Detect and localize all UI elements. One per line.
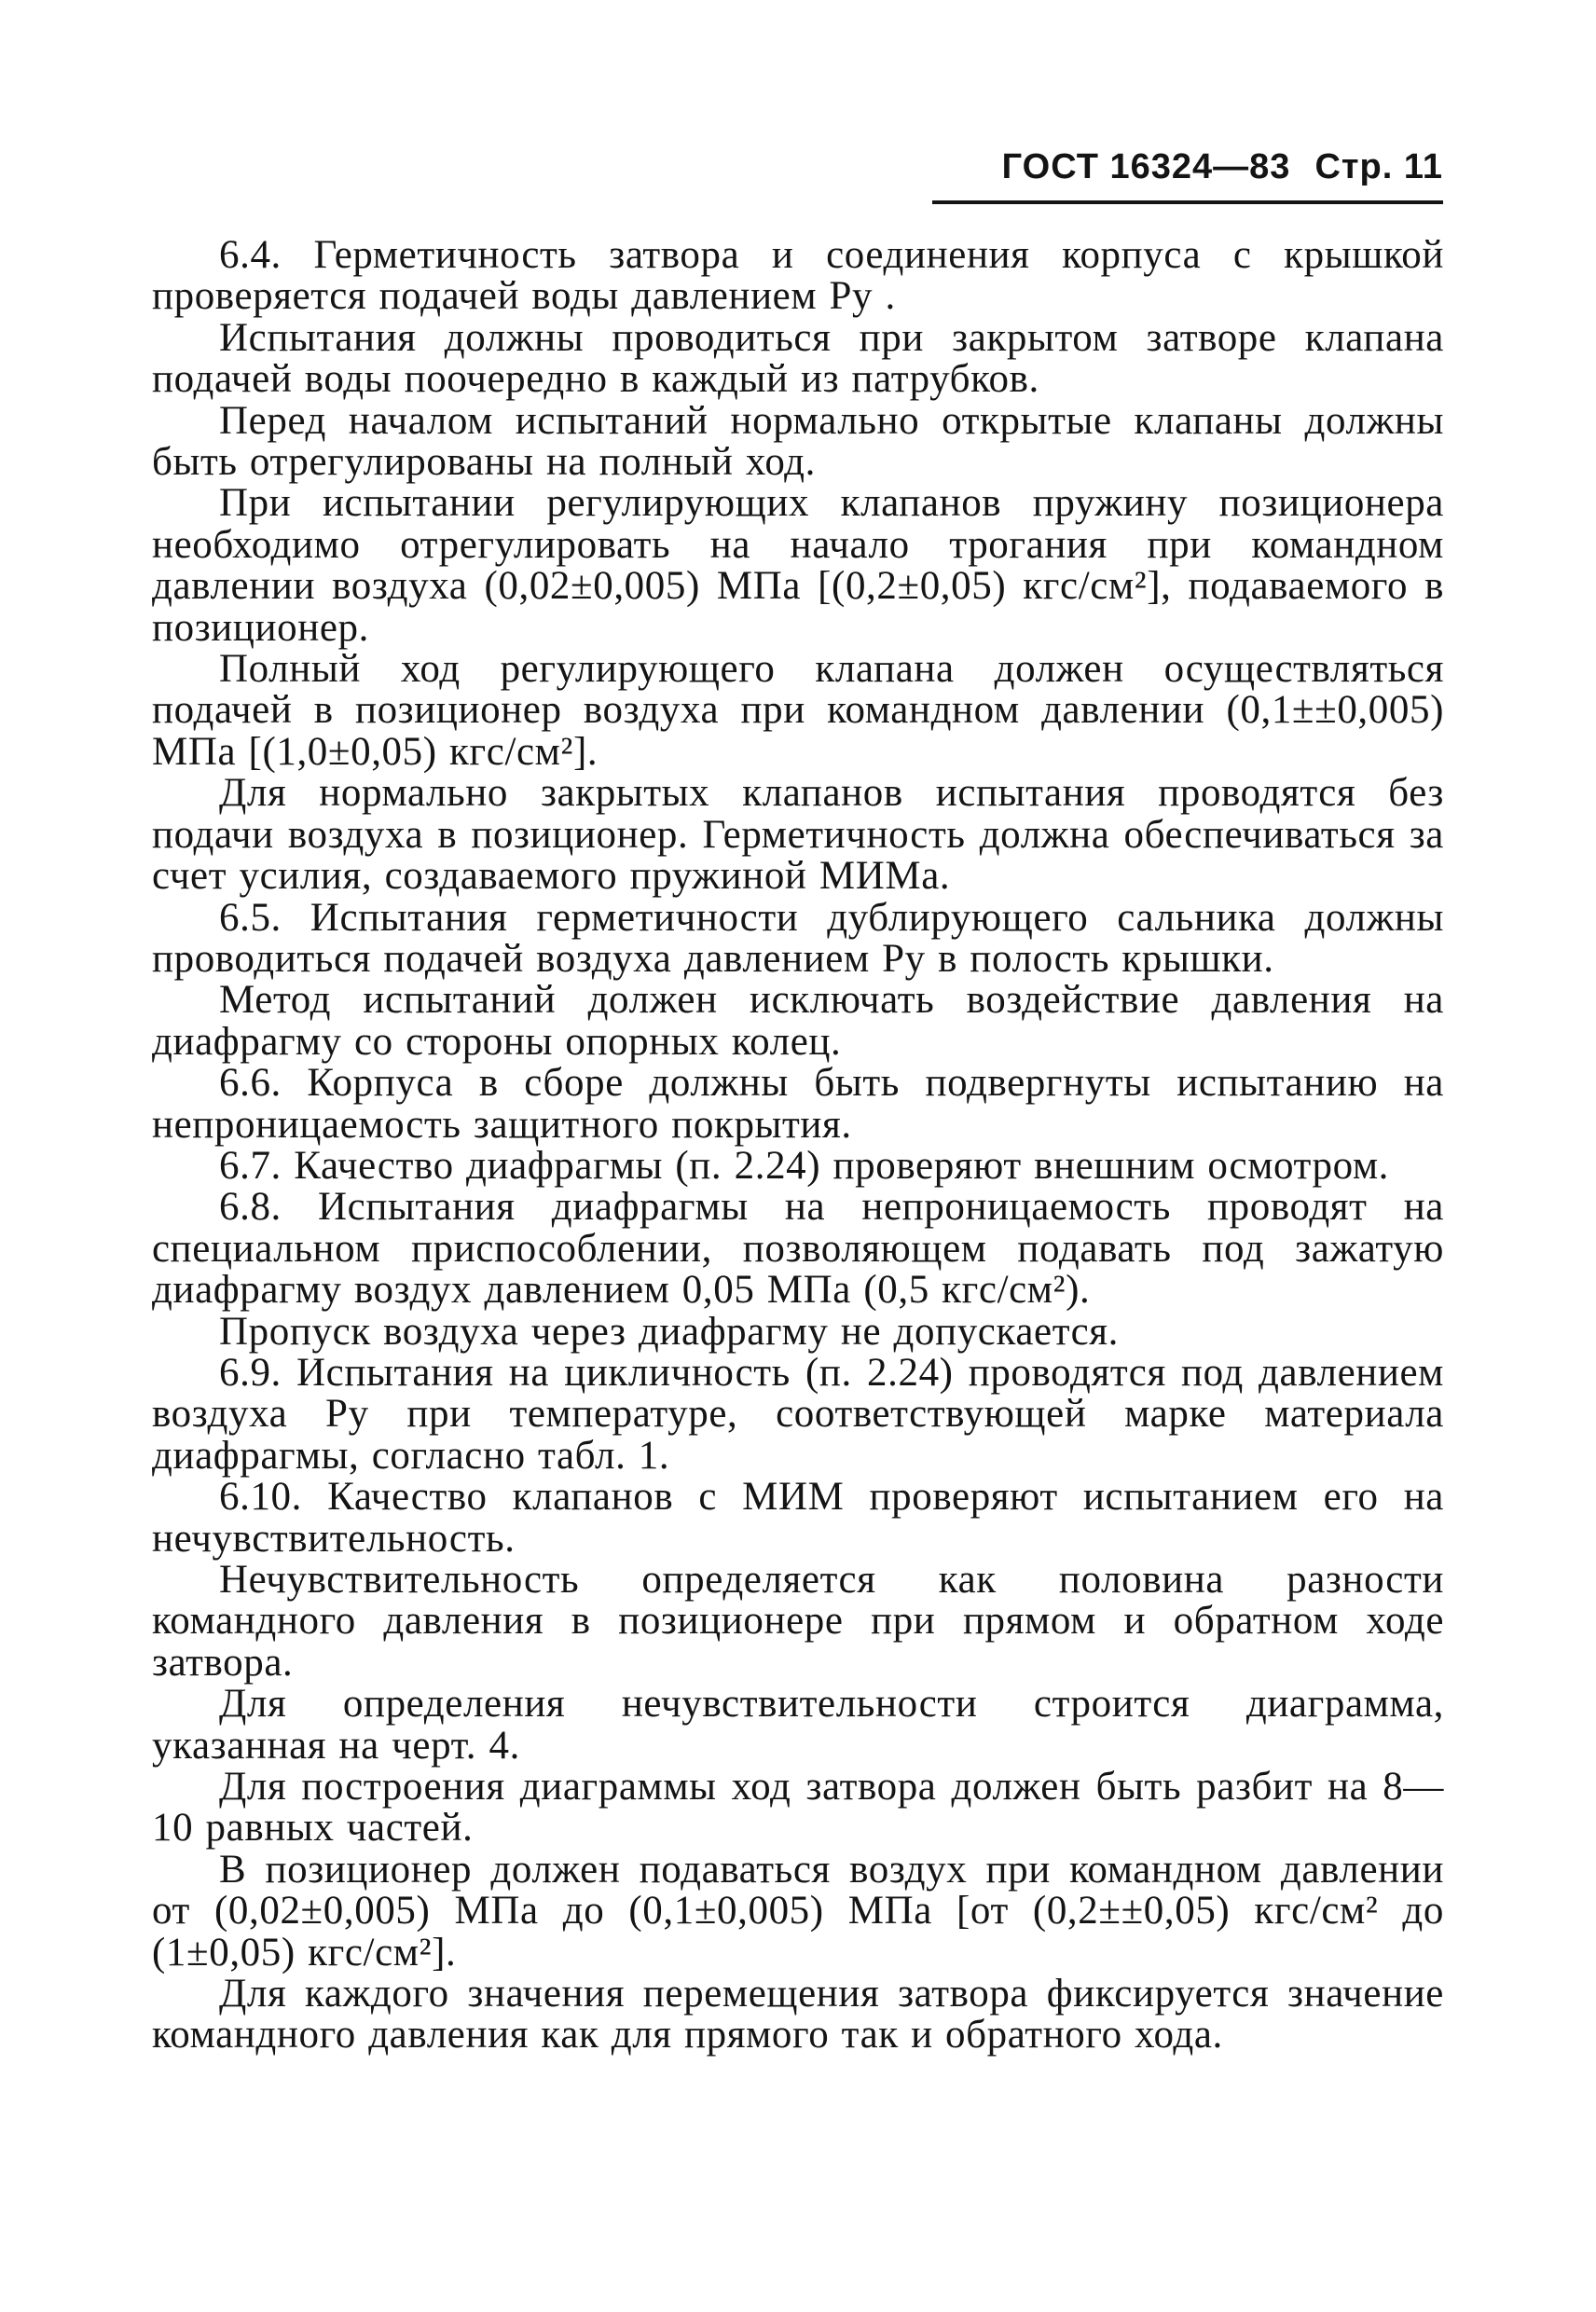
paragraph: 6.5. Испытания герметичности дублирующего сальника должны проводиться подачей воздуха давлением Pу в полость крышки.	[152, 895, 1444, 981]
page-number: Стр. 11	[1314, 147, 1443, 186]
paragraph: Для нормально закрытых клапанов испытания проводятся без подачи воздуха в позиционер. Герметичность должна обеспечиваться за счет усилия, создаваемого пружиной МИМа.	[152, 771, 1444, 899]
paragraph: Для построения диаграммы ход затвора должен быть разбит на 8—10 равных частей.	[152, 1765, 1444, 1851]
paragraph: Испытания должны проводиться при закрытом затворе клапана подачей воды поочередно в каждый из патрубков.	[152, 315, 1444, 402]
paragraph: 6.8. Испытания диафрагмы на непроницаемость проводят на специальном приспособлении, позволяющем подавать под зажатую диафрагму воздух давлением 0,05 МПа (0,5 кгс/см²).	[152, 1185, 1444, 1313]
paragraph: 6.9. Испытания на цикличность (п. 2.24) проводятся под давлением воздуха Pу при температуре, соответствующей марке материала диафрагмы, согласно табл. 1.	[152, 1350, 1444, 1478]
paragraph: Нечувствительность определяется как половина разности командного давления в позиционере при прямом и обратном ходе затвора.	[152, 1558, 1444, 1685]
paragraph: В позиционер должен подаваться воздух при командном давлении от (0,02±0,005) МПа до (0,1±0,005) МПа [от (0,2±±0,05) кгс/см² до (1±0,05) кгс/см²].	[152, 1847, 1444, 1975]
paragraph: Пропуск воздуха через диафрагму не допускается.	[219, 1309, 1120, 1354]
standard-number: ГОСТ 16324—83	[1001, 147, 1291, 186]
paragraph: Полный ход регулирующего клапана должен осуществляться подачей в позиционер воздуха при командном давлении (0,1±±0,005) МПа [(1,0±0,05) кгс/см²].	[152, 647, 1444, 774]
paragraph: 6.6. Корпуса в сборе должны быть подвергнуты испытанию на непроницаемость защитного покрытия.	[152, 1061, 1444, 1147]
page-header	[932, 147, 1443, 204]
paragraph: 6.7. Качество диафрагмы (п. 2.24) проверяют внешним осмотром.	[219, 1143, 1390, 1188]
paragraph: Перед началом испытаний нормально открытые клапаны должны быть отрегулированы на полный ход.	[152, 398, 1444, 485]
paragraph: 6.10. Качество клапанов с МИМ проверяют испытанием его на нечувствительность.	[152, 1475, 1444, 1561]
paragraph: 6.4. Герметичность затвора и соединения корпуса с крышкой проверяется подачей воды давлением Pу .	[152, 233, 1444, 319]
body-text	[152, 235, 1444, 2057]
paragraph: Для каждого значения перемещения затвора фиксируется значение командного давления как для прямого так и обратного хода.	[152, 1972, 1444, 2057]
paragraph: При испытании регулирующих клапанов пружину позиционера необходимо отрегулировать на начало трогания при командном давлении воздуха (0,02±0,005) МПа [(0,2±0,05) кгс/см²], подаваемого в позиционер.	[152, 481, 1444, 650]
paragraph: Для определения нечувствительности строится диаграмма, указанная на черт. 4.	[152, 1682, 1444, 1768]
paragraph: Метод испытаний должен исключать воздействие давления на диафрагму со стороны опорных колец.	[152, 978, 1444, 1064]
